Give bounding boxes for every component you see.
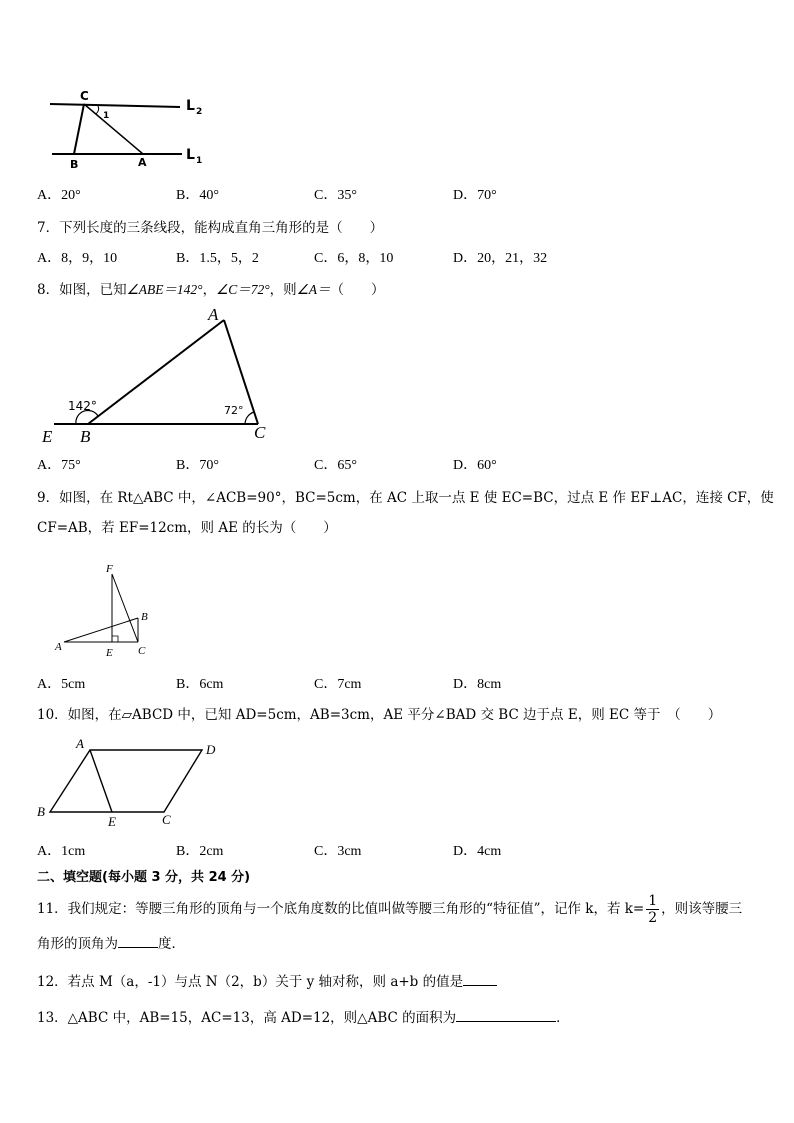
- q11-line1: [37, 892, 742, 926]
- q9-stem-line2: CF=AB，若 EF=12cm，则 AE 的长为（ ）: [37, 520, 337, 536]
- q8-choice-a: A．75°: [37, 458, 81, 473]
- label-c: C: [138, 645, 146, 657]
- label-c: C: [254, 423, 266, 442]
- q6-figure: [40, 86, 220, 172]
- label-e: E: [106, 647, 113, 659]
- q8-angle-abe: ∠ABE＝142°: [126, 282, 203, 297]
- q8-choice-c: C．65°: [314, 458, 357, 473]
- label-f: F: [106, 563, 113, 575]
- q11-line2: [37, 935, 185, 953]
- q11-line2-part1: 角形的顶角为: [37, 936, 118, 952]
- q8-stem-suffix: （ ）: [330, 282, 385, 298]
- label-b: B: [141, 611, 148, 623]
- right-angle-mark: [112, 636, 118, 642]
- q6-choice-a: A．20°: [37, 188, 81, 203]
- label-e: E: [42, 427, 53, 446]
- q8-choice-d: D．60°: [453, 458, 497, 473]
- label-l1-sub: 1: [196, 156, 203, 166]
- segment-cb: [74, 104, 84, 154]
- q9-stem-line1: 9．如图，在 Rt△ABC 中，∠ACB=90°，BC=5cm，在 AC 上取一点 E 使 EC=BC，过点 E 作 EF⊥AC，连接 CF，使: [37, 490, 774, 506]
- label-e: E: [108, 814, 116, 829]
- q9-choice-b: B．6cm: [176, 677, 224, 692]
- segment-ca: [84, 104, 143, 154]
- q13-answer-blank[interactable]: [456, 1021, 556, 1022]
- angle-1-arc: [96, 106, 99, 114]
- q12-answer-blank[interactable]: [463, 985, 497, 986]
- label-b: B: [70, 158, 79, 171]
- label-142: 142°: [68, 399, 97, 413]
- q8-angle-a: ∠A＝: [296, 282, 331, 297]
- q10-choice-a: A．1cm: [37, 844, 86, 859]
- label-b: B: [37, 804, 45, 819]
- label-a: A: [55, 641, 62, 653]
- section-2-title: 二、填空题(每小题 3 分，共 24 分): [37, 870, 251, 885]
- label-a: A: [208, 305, 219, 324]
- q7-choice-a: A．8，9，10: [37, 251, 118, 266]
- q11-stem-part1: 11．我们规定：等腰三角形的顶角与一个底角度数的比值叫做等腰三角形的“特征值”，记作 k，若 k=: [37, 901, 645, 917]
- label-c: C: [162, 812, 171, 827]
- label-1: 1: [103, 111, 110, 121]
- segment-fc: [112, 574, 138, 642]
- q9-figure: [52, 560, 162, 660]
- q10-stem: 10．如图，在▱ABCD 中，已知 AD=5cm，AB=3cm，AE 平分∠BAD 交 BC 边于点 E，则 EC 等于 （ ）: [37, 707, 722, 723]
- q6-choice-b: B．40°: [176, 188, 219, 203]
- q8-stem-prefix: 8．如图，已知: [37, 282, 127, 298]
- q11-stem-part2: ，则该等腰三: [661, 901, 743, 917]
- q10-figure: [34, 734, 230, 830]
- q12-line: [37, 973, 497, 991]
- parallelogram-abcd: [50, 750, 202, 812]
- q8-choice-b: B．70°: [176, 458, 219, 473]
- q10-choice-b: B．2cm: [176, 844, 224, 859]
- q11-frac-num: 1: [648, 892, 658, 909]
- label-a: A: [138, 156, 147, 169]
- segment-ba: [88, 320, 224, 424]
- label-l2-sub: 2: [196, 107, 203, 117]
- q9-choice-d: D．8cm: [453, 677, 502, 692]
- label-c: C: [80, 89, 89, 103]
- q8-angle-c: ∠C＝72°: [216, 282, 270, 297]
- label-l2: L: [186, 98, 195, 114]
- q7-choice-c: C．6，8，10: [314, 251, 394, 266]
- q7-choice-d: D．20，21，32: [453, 251, 548, 266]
- q8-figure: [36, 304, 276, 448]
- q11-line2-part2: 度．: [158, 936, 185, 952]
- q6-choice-c: C．35°: [314, 188, 357, 203]
- label-a: A: [76, 736, 84, 751]
- q9-choice-a: A．5cm: [37, 677, 86, 692]
- q6-choice-d: D．70°: [453, 188, 497, 203]
- q11-frac-den: 2: [648, 909, 658, 926]
- q7-stem: 7．下列长度的三条线段，能构成直角三角形的是（ ）: [37, 220, 384, 236]
- label-b: B: [80, 427, 91, 446]
- q13-end: ．: [556, 1010, 570, 1026]
- q9-choice-c: C．7cm: [314, 677, 362, 692]
- q13-stem: 13．△ABC 中，AB=15，AC=13，高 AD=12，则△ABC 的面积为: [37, 1010, 457, 1026]
- segment-ab: [64, 618, 138, 642]
- q11-fraction: [646, 893, 659, 926]
- segment-ae: [90, 750, 112, 812]
- q8-stem: [37, 281, 384, 299]
- q13-line: [37, 1009, 570, 1027]
- q8-stem-mid: ，: [202, 282, 217, 298]
- q10-choice-d: D．4cm: [453, 844, 502, 859]
- q11-answer-blank[interactable]: [118, 947, 158, 948]
- q12-stem: 12．若点 M（a，-1）与点 N（2，b）关于 y 轴对称，则 a+b 的值是: [37, 974, 464, 990]
- q7-choice-b: B．1.5，5，2: [176, 251, 259, 266]
- label-l1: L: [186, 147, 195, 163]
- q8-stem-mid2: ，则: [269, 282, 297, 298]
- label-d: D: [206, 742, 216, 757]
- line-l2: [50, 104, 180, 107]
- q10-choice-c: C．3cm: [314, 844, 362, 859]
- label-72: 72°: [224, 404, 244, 417]
- angle-72-arc: [245, 412, 254, 424]
